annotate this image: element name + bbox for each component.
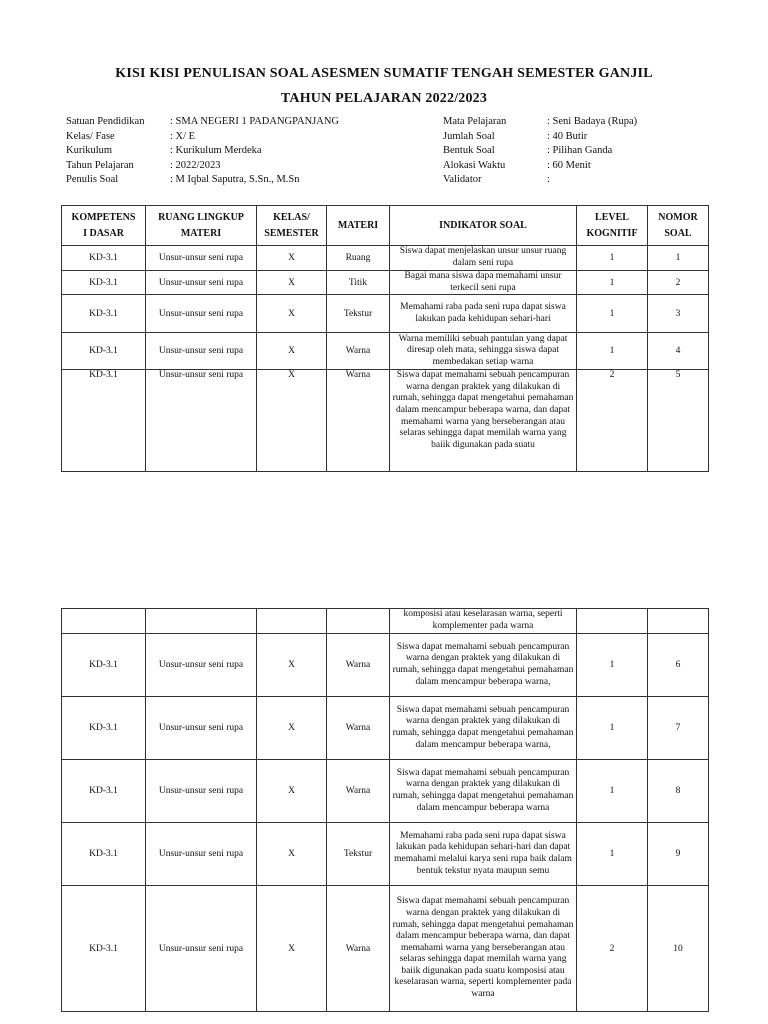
cell-kd: KD-3.1 bbox=[62, 295, 146, 333]
table-row bbox=[62, 823, 709, 886]
cell-materi: Warna bbox=[327, 370, 390, 472]
header-ruang-lingkup: RUANG LINGKUP MATERI bbox=[146, 206, 257, 246]
table-header-row bbox=[62, 206, 709, 246]
meta-label: Tahun Pelajaran bbox=[66, 159, 134, 171]
cell-materi: Warna bbox=[327, 333, 390, 370]
cell-ruang: Unsur-unsur seni rupa bbox=[146, 886, 257, 1012]
cell-kd: KD-3.1 bbox=[62, 760, 146, 823]
meta-label: Kelas/ Fase bbox=[66, 130, 115, 142]
cell-level: 2 bbox=[577, 370, 648, 472]
meta-label: Mata Pelajaran bbox=[443, 116, 507, 127]
cell-kelas: X bbox=[257, 295, 327, 333]
cell-ruang: Unsur-unsur seni rupa bbox=[146, 370, 257, 472]
meta-row bbox=[66, 173, 339, 188]
cell-kd: KD-3.1 bbox=[62, 634, 146, 697]
meta-label: Jumlah Soal bbox=[443, 130, 495, 142]
cell-empty bbox=[648, 609, 709, 634]
cell-level: 1 bbox=[577, 333, 648, 370]
cell-ruang: Unsur-unsur seni rupa bbox=[146, 333, 257, 370]
cell-kelas: X bbox=[257, 823, 327, 886]
header-kelas: KELAS/ SEMESTER bbox=[257, 206, 327, 246]
cell-kelas: X bbox=[257, 333, 327, 370]
meta-value: : bbox=[547, 174, 550, 186]
table-row bbox=[62, 370, 709, 472]
cell-materi: Warna bbox=[327, 634, 390, 697]
cell-level: 1 bbox=[577, 246, 648, 271]
header-materi: MATERI bbox=[327, 206, 390, 246]
cell-indikator-continued: komposisi atau keselarasan warna, seperti komplementer pada warna bbox=[390, 609, 577, 634]
cell-level: 1 bbox=[577, 634, 648, 697]
cell-level: 1 bbox=[577, 697, 648, 760]
cell-indikator: Siswa dapat memahami sebuah pencampuran warna dengan praktek yang dilakukan di rumah, sehingga dapat mengetahui pemahaman dalam mencampur beberapa warna, bbox=[390, 697, 577, 760]
meta-right bbox=[443, 115, 637, 188]
header-indikator: INDIKATOR SOAL bbox=[390, 206, 577, 246]
cell-level: 2 bbox=[577, 886, 648, 1012]
cell-indikator: Siswa dapat menjelaskan unsur unsur ruang dalam seni rupa bbox=[390, 246, 577, 271]
cell-indikator: Bagai mana siswa dapa memahami unsur terkecil seni rupa bbox=[390, 271, 577, 295]
cell-ruang: Unsur-unsur seni rupa bbox=[146, 634, 257, 697]
cell-nomor: 2 bbox=[648, 271, 709, 295]
cell-empty bbox=[146, 609, 257, 634]
meta-value: : X/ E bbox=[170, 130, 196, 142]
table-row bbox=[62, 295, 709, 333]
meta-row bbox=[443, 144, 637, 159]
cell-ruang: Unsur-unsur seni rupa bbox=[146, 697, 257, 760]
cell-nomor: 5 bbox=[648, 370, 709, 472]
meta-label: Bentuk Soal bbox=[443, 145, 495, 157]
cell-indikator: Siswa dapat memahami sebuah pencampuran warna dengan praktek yang dilakukan di rumah, sehingga dapat mengetahui pemahaman dalam mencampur beberapa warna, dan dapat memahami warna yang berseberangan atau selaras sehingga dapat memilah warna yang baiik digunakan pada suatu bbox=[390, 370, 577, 472]
meta-row bbox=[443, 173, 637, 188]
meta-row bbox=[443, 159, 637, 174]
cell-ruang: Unsur-unsur seni rupa bbox=[146, 823, 257, 886]
kisi-table-page1 bbox=[61, 205, 709, 472]
document-title: KISI KISI PENULISAN SOAL ASESMEN SUMATIF TENGAH SEMESTER GANJIL bbox=[115, 66, 653, 81]
meta-value: : 40 Butir bbox=[547, 130, 588, 142]
cell-nomor: 3 bbox=[648, 295, 709, 333]
cell-materi: Ruang bbox=[327, 246, 390, 271]
cell-nomor: 9 bbox=[648, 823, 709, 886]
cell-kelas: X bbox=[257, 634, 327, 697]
cell-kelas: X bbox=[257, 760, 327, 823]
cell-nomor: 6 bbox=[648, 634, 709, 697]
meta-value: : Kurikulum Merdeka bbox=[170, 145, 262, 157]
kisi-table-page2 bbox=[61, 608, 709, 1012]
cell-level: 1 bbox=[577, 295, 648, 333]
cell-kd: KD-3.1 bbox=[62, 823, 146, 886]
cell-indikator: Siswa dapat memahami sebuah pencampuran warna dengan praktek yang dilakukan di rumah, sehingga dapat mengetahui pemahaman dalam mencampur beberapa warna, dan dapat memahami warna yang berseberangan atau selaras sehingga dapat memilah warna yang baiik digunakan pada suatu komposisi atau keselarasan warna, seperti komplementer pada warna bbox=[390, 886, 577, 1012]
cell-level: 1 bbox=[577, 760, 648, 823]
cell-level: 1 bbox=[577, 271, 648, 295]
cell-nomor: 1 bbox=[648, 246, 709, 271]
cell-indikator: Memahami raba pada seni rupa dapat siswa lakukan pada kehidupan sehari-hari dan dapat memahami melalui karya seni rupa baik dalam bentuk tekstur nyata maupun semu bbox=[390, 823, 577, 886]
cell-empty bbox=[327, 609, 390, 634]
meta-value: : Seni Badaya (Rupa) bbox=[547, 116, 638, 127]
cell-materi: Warna bbox=[327, 697, 390, 760]
cell-nomor: 7 bbox=[648, 697, 709, 760]
table-row bbox=[62, 634, 709, 697]
cell-ruang: Unsur-unsur seni rupa bbox=[146, 271, 257, 295]
table-row bbox=[62, 760, 709, 823]
cell-kd: KD-3.1 bbox=[62, 697, 146, 760]
cell-materi: Warna bbox=[327, 886, 390, 1012]
meta-row bbox=[443, 130, 637, 145]
meta-row bbox=[66, 159, 339, 174]
cell-empty bbox=[577, 609, 648, 634]
meta-label: Kurikulum bbox=[66, 145, 113, 157]
cell-ruang: Unsur-unsur seni rupa bbox=[146, 760, 257, 823]
cell-nomor: 4 bbox=[648, 333, 709, 370]
cell-kelas: X bbox=[257, 697, 327, 760]
cell-kelas: X bbox=[257, 271, 327, 295]
cell-kelas: X bbox=[257, 246, 327, 271]
meta-label: Alokasi Waktu bbox=[443, 159, 506, 171]
cell-ruang: Unsur-unsur seni rupa bbox=[146, 246, 257, 271]
cell-kelas: X bbox=[257, 886, 327, 1012]
cell-indikator: Warna memiliki sebuah pantulan yang dapat diresap oleh mata, sehingga siswa dapat membedakan setiap warna bbox=[390, 333, 577, 370]
table-row bbox=[62, 271, 709, 295]
cell-kd: KD-3.1 bbox=[62, 333, 146, 370]
cell-level: 1 bbox=[577, 823, 648, 886]
cell-materi: Tekstur bbox=[327, 823, 390, 886]
meta-label: Validator bbox=[443, 174, 482, 186]
cell-nomor: 10 bbox=[648, 886, 709, 1012]
cell-kelas: X bbox=[257, 370, 327, 472]
cell-empty bbox=[257, 609, 327, 634]
meta-label: Penulis Soal bbox=[66, 174, 119, 186]
cell-materi: Warna bbox=[327, 760, 390, 823]
cell-kd: KD-3.1 bbox=[62, 271, 146, 295]
table-row bbox=[62, 886, 709, 1012]
meta-value: : 2022/2023 bbox=[170, 159, 221, 171]
header-kd: KOMPETENS I DASAR bbox=[62, 206, 146, 246]
meta-value: : Pilihan Ganda bbox=[547, 145, 613, 157]
cell-kd: KD-3.1 bbox=[62, 246, 146, 271]
header-level: LEVEL KOGNITIF bbox=[577, 206, 648, 246]
table-continuation-row bbox=[62, 609, 709, 634]
table-row bbox=[62, 246, 709, 271]
cell-empty bbox=[62, 609, 146, 634]
cell-indikator: Siswa dapat memahami sebuah pencampuran warna dengan praktek yang dilakukan di rumah, sehingga dapat mengetahui pemahaman dalam mencampur beberapa warna bbox=[390, 760, 577, 823]
cell-nomor: 8 bbox=[648, 760, 709, 823]
cell-kd: KD-3.1 bbox=[62, 886, 146, 1012]
meta-row bbox=[443, 115, 637, 130]
cell-materi: Titik bbox=[327, 271, 390, 295]
meta-label: Satuan Pendidikan bbox=[66, 116, 145, 127]
meta-row bbox=[66, 130, 339, 145]
cell-ruang: Unsur-unsur seni rupa bbox=[146, 295, 257, 333]
cell-indikator: Memahami raba pada seni rupa dapat siswa lakukan pada kehidupan sehari-hari bbox=[390, 295, 577, 333]
cell-kd: KD-3.1 bbox=[62, 370, 146, 472]
cell-materi: Tekstur bbox=[327, 295, 390, 333]
table-row bbox=[62, 333, 709, 370]
header-nomor: NOMOR SOAL bbox=[648, 206, 709, 246]
meta-left bbox=[66, 115, 339, 188]
table-row bbox=[62, 697, 709, 760]
meta-value: : M Iqbal Saputra, S.Sn., M.Sn bbox=[170, 174, 300, 186]
cell-indikator: Siswa dapat memahami sebuah pencampuran warna dengan praktek yang dilakukan di rumah, sehingga dapat mengetahui pemahaman dalam mencampur beberapa warna, bbox=[390, 634, 577, 697]
meta-row bbox=[66, 115, 339, 130]
document-subtitle: TAHUN PELAJARAN 2022/2023 bbox=[280, 91, 488, 106]
meta-value: : SMA NEGERI 1 PADANGPANJANG bbox=[170, 116, 340, 127]
meta-value: : 60 Menit bbox=[547, 159, 591, 171]
meta-row bbox=[66, 144, 339, 159]
